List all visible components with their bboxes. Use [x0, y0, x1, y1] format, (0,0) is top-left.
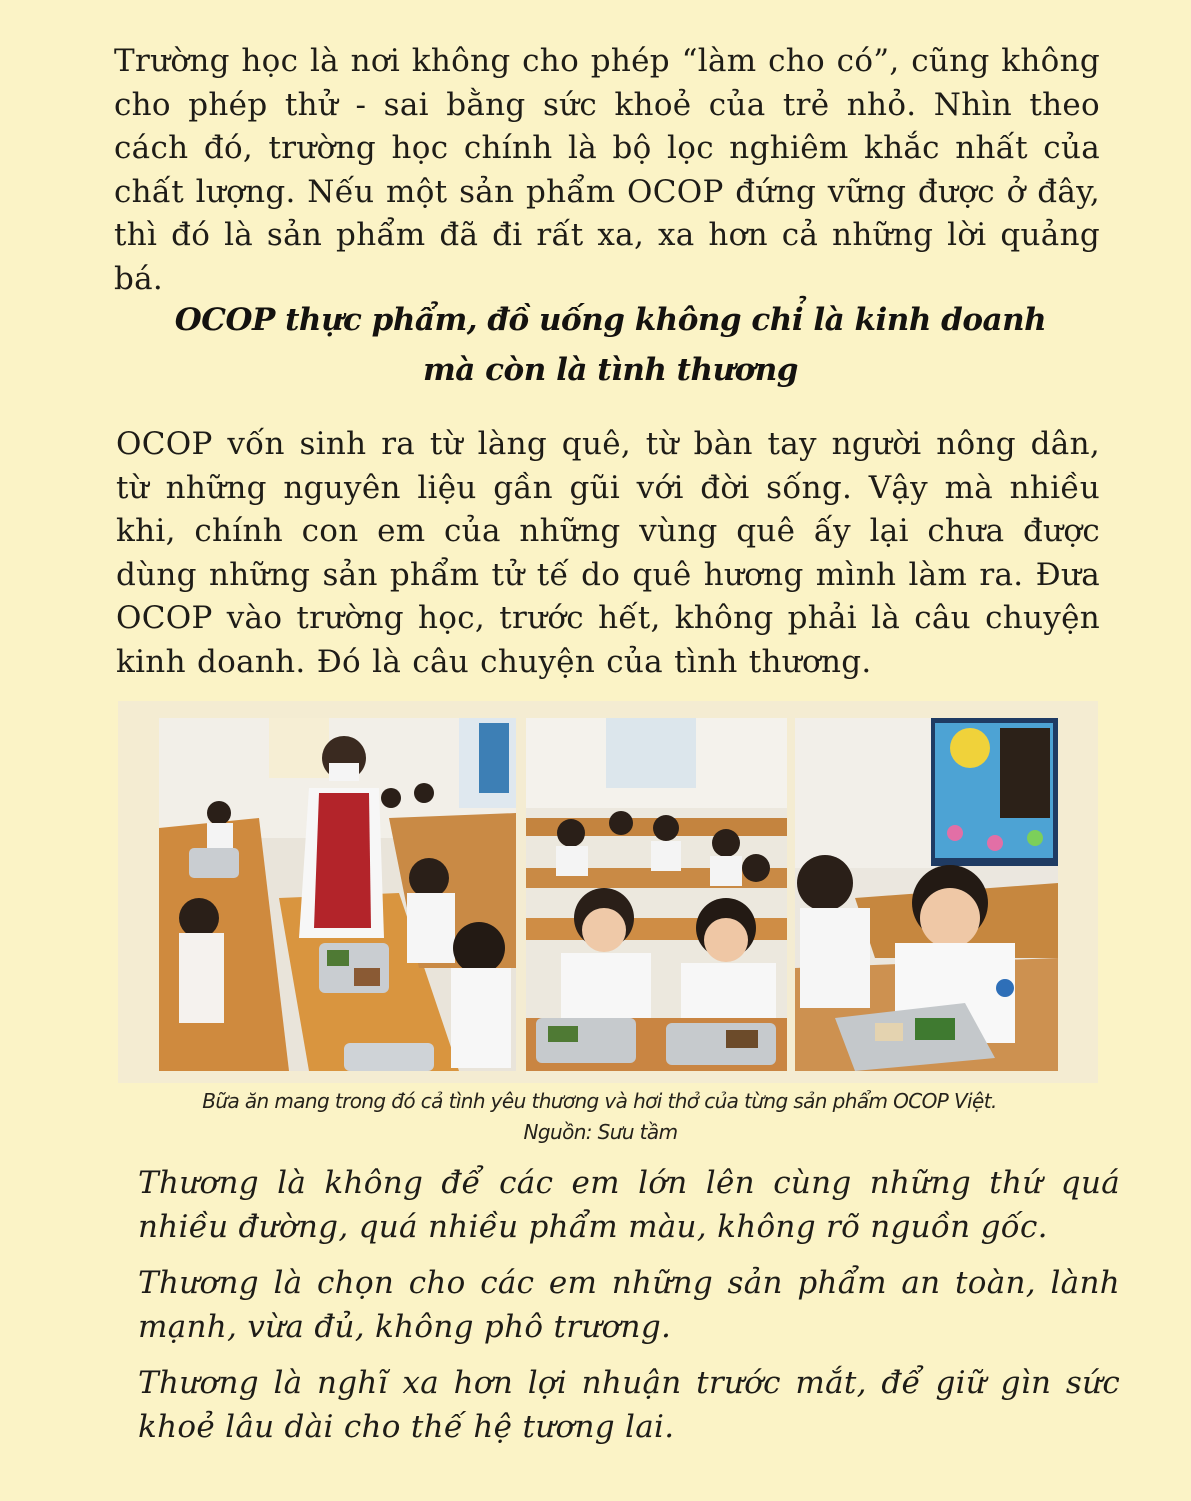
photo-source: Nguồn: Sưu tầm: [523, 1120, 678, 1144]
photo-strip: [118, 701, 1098, 1083]
intro-paragraph: Trường học là nơi không cho phép “làm cho có”, cũng không cho phép thử - sai bằng sức khoẻ của trẻ nhỏ. Nhìn theo cách đó, trường học chính là bộ lọc nghiêm khắc nhất của chất lượng. Nếu một sản phẩm OCOP đứng vững được ở đây, thì đó là sản phẩm đã đi rất xa, xa hơn cả những lời quảng bá.: [114, 43, 1100, 297]
photo-teacher-serving: [159, 718, 516, 1071]
photo-children-eating: [526, 718, 787, 1071]
photo-boy-eating: [795, 718, 1058, 1071]
quote-paragraph-2: Thương là chọn cho các em những sản phẩm an toàn, lành mạnh, vừa đủ, không phô trương.: [138, 1265, 1120, 1345]
section-heading-line-2: mà còn là tình thương: [423, 352, 798, 388]
section-heading-line-1: OCOP thực phẩm, đồ uống không chỉ là kinh doanh: [174, 302, 1047, 338]
quote-paragraph-3: Thương là nghĩ xa hơn lợi nhuận trước mắt, để giữ gìn sức khoẻ lâu dài cho thế hệ tương lai.: [138, 1365, 1120, 1445]
quote-paragraph-1: Thương là không để các em lớn lên cùng những thứ quá nhiều đường, quá nhiều phẩm màu, không rõ nguồn gốc.: [138, 1165, 1120, 1245]
photo-caption: Bữa ăn mang trong đó cả tình yêu thương và hơi thở của từng sản phẩm OCOP Việt.: [202, 1089, 997, 1113]
ocop-paragraph: OCOP vốn sinh ra từ làng quê, từ bàn tay người nông dân, từ những nguyên liệu gần gũi với đời sống. Vậy mà nhiều khi, chính con em của những vùng quê ấy lại chưa được dùng những sản phẩm tử tế do quê hương mình làm ra. Đưa OCOP vào trường học, trước hết, không phải là câu chuyện kinh doanh. Đó là câu chuyện của tình thương.: [116, 426, 1100, 680]
